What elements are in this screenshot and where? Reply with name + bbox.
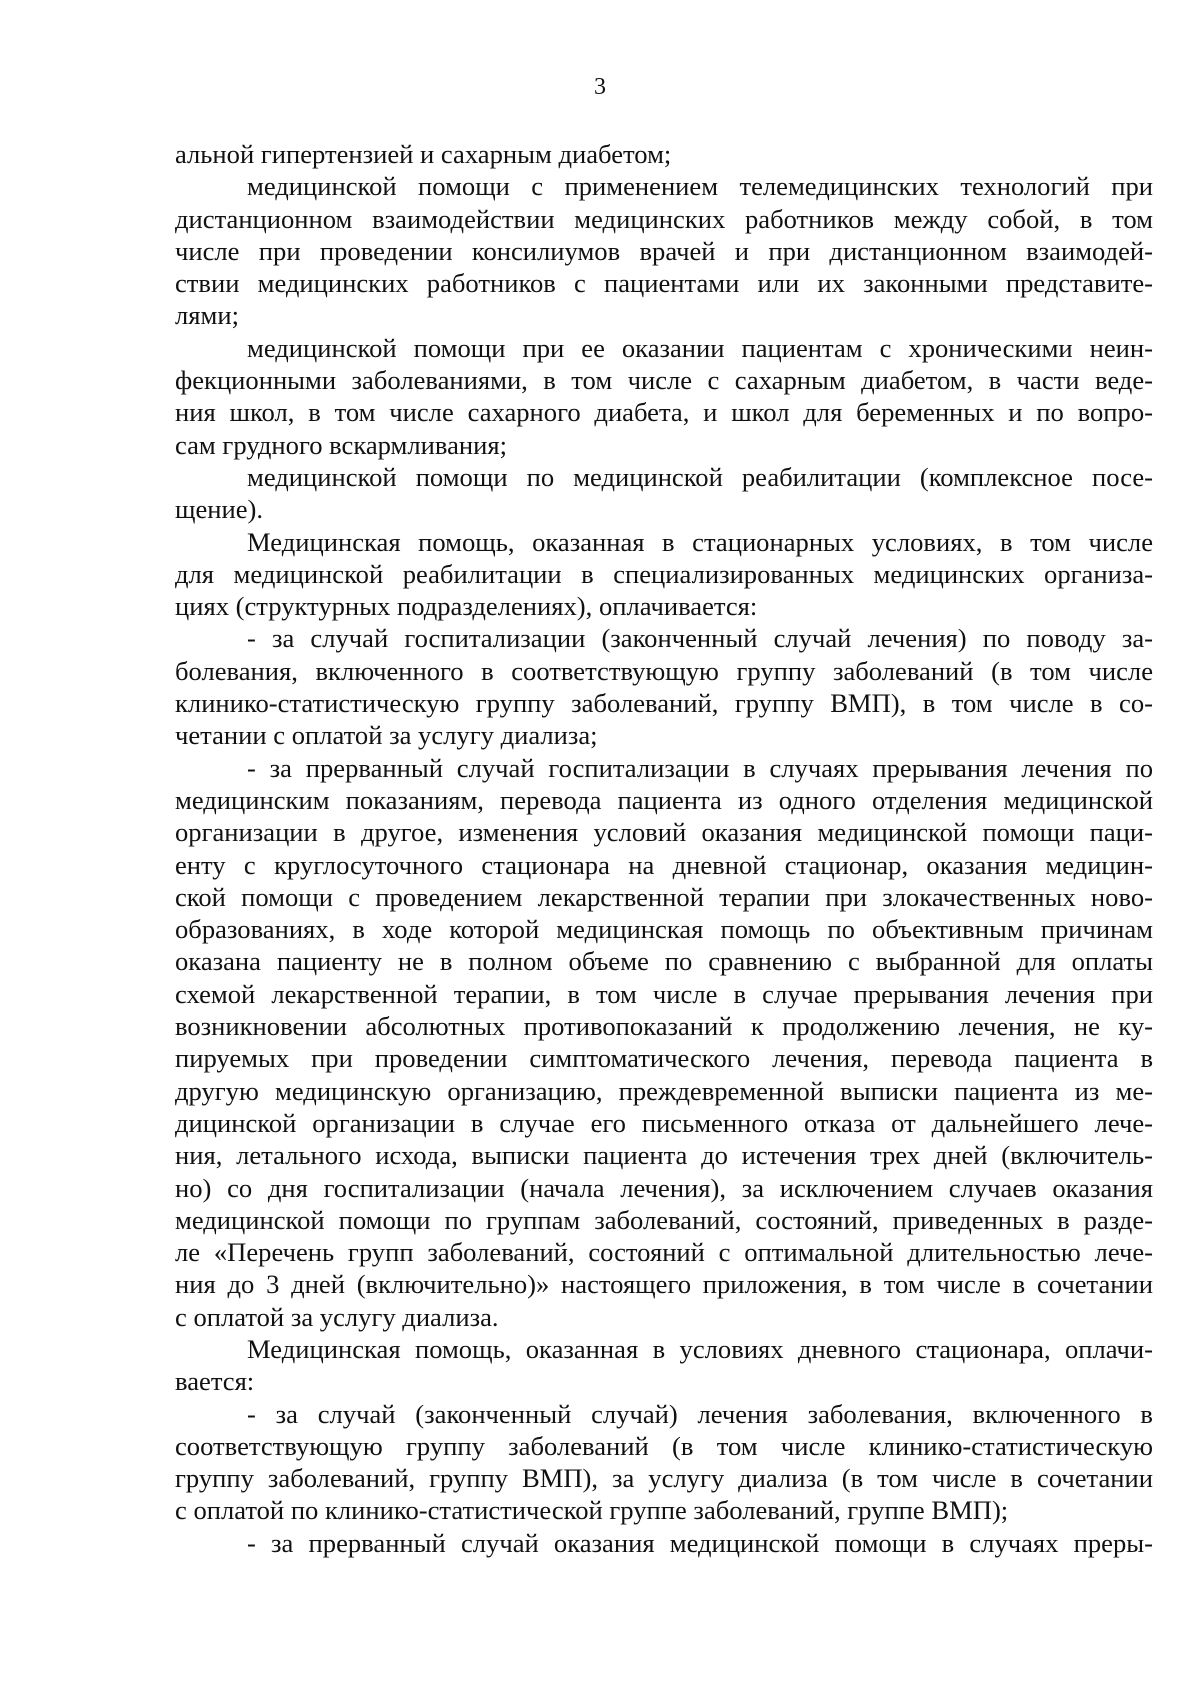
text-line: циях (структурных подразделениях), оплачивается:: [175, 591, 758, 622]
text-line: ния, летального исхода, выписки пациента до истечения трех дней (включитель-: [175, 1140, 1153, 1171]
text-line: другую медицинскую организацию, преждевременной выписки пациента из ме-: [175, 1075, 1153, 1106]
text-line: медицинской помощи по медицинской реабилитации (комплексное посе-: [247, 461, 1153, 492]
text-line: ствии медицинских работников с пациентами или их законными представите-: [175, 268, 1153, 299]
text-line: Медицинская помощь, оказанная в стационарных условиях, в том числе: [247, 526, 1153, 557]
text-line: сам грудного вскармливания;: [175, 429, 507, 460]
text-line: ле «Перечень групп заболеваний, состояний с оптимальной длительностью лече-: [175, 1237, 1153, 1268]
text-line: Медицинская помощь, оказанная в условиях дневного стационара, оплачи-: [247, 1333, 1153, 1364]
text-line: медицинской помощи с применением телемедицинских технологий при: [247, 171, 1153, 202]
text-line: с оплатой за услугу диализа.: [175, 1301, 499, 1332]
text-line: - за прерванный случай оказания медицинской помощи в случаях преры-: [247, 1527, 1153, 1558]
text-line: оказана пациенту не в полном объеме по сравнению с выбранной для оплаты: [175, 946, 1153, 977]
text-line: числе при проведении консилиумов врачей и при дистанционном взаимодей-: [175, 235, 1153, 266]
text-line: болевания, включенного в соответствующую группу заболеваний (в том числе: [175, 655, 1153, 686]
text-line: дицинской организации в случае его письменного отказа от дальнейшего лече-: [175, 1107, 1153, 1138]
text-line: образованиях, в ходе которой медицинская помощь по объективным причинам: [175, 914, 1153, 945]
text-line: альной гипертензией и сахарным диабетом;: [175, 139, 672, 169]
text-line: медицинской помощи по группам заболеваний, состояний, приведенных в разде-: [175, 1204, 1153, 1235]
page-number: 3: [594, 74, 606, 100]
text-line: - за случай госпитализации (законченный случай лечения) по поводу за-: [247, 623, 1153, 654]
document-body: [175, 138, 1153, 1559]
text-line: дистанционном взаимодействии медицинских работников между собой, в том: [175, 203, 1153, 234]
text-line: ния до 3 дней (включительно)» настоящего приложения, в том числе в сочетании: [175, 1269, 1153, 1300]
text-line: ния школ, в том числе сахарного диабета, и школ для беременных и по вопро-: [175, 397, 1153, 428]
text-line: фекционными заболеваниями, в том числе с сахарным диабетом, в части веде-: [175, 365, 1153, 396]
text-line: соответствующую группу заболеваний (в том числе клинико-статистическую: [175, 1430, 1153, 1461]
text-line: для медицинской реабилитации в специализированных медицинских организа-: [175, 558, 1153, 589]
text-line: енту с круглосуточного стационара на дневной стационар, оказания медицин-: [175, 849, 1153, 880]
text-line: схемой лекарственной терапии, в том числе в случае прерывания лечения при: [175, 978, 1153, 1009]
text-line: группу заболеваний, группу ВМП), за услугу диализа (в том числе в сочетании: [175, 1463, 1153, 1494]
text-line: пируемых при проведении симптоматического лечения, перевода пациента в: [175, 1043, 1153, 1074]
text-line: медицинской помощи при ее оказании пациентам с хроническими неин-: [247, 332, 1153, 363]
text-line: - за случай (законченный случай) лечения заболевания, включенного в: [247, 1398, 1153, 1429]
text-line: организации в другое, изменения условий оказания медицинской помощи паци-: [175, 817, 1153, 848]
text-line: клинико-статистическую группу заболеваний, группу ВМП), в том числе в со-: [175, 688, 1153, 719]
text-line: возникновении абсолютных противопоказаний к продолжению лечения, не ку-: [175, 1011, 1153, 1042]
text-line: медицинским показаниям, перевода пациента из одного отделения медицинской: [175, 784, 1153, 815]
text-line: щение).: [175, 494, 264, 525]
text-line: четании с оплатой за услугу диализа;: [175, 720, 598, 751]
text-line: ской помощи с проведением лекарственной терапии при злокачественных ново-: [175, 881, 1153, 912]
text-line: но) со дня госпитализации (начала лечения), за исключением случаев оказания: [175, 1172, 1153, 1203]
text-line: с оплатой по клинико-статистической группе заболеваний, группе ВМП);: [175, 1495, 1009, 1526]
text-line: вается:: [175, 1366, 255, 1397]
text-line: лями;: [175, 300, 239, 331]
text-line: - за прерванный случай госпитализации в случаях прерывания лечения по: [247, 752, 1153, 783]
